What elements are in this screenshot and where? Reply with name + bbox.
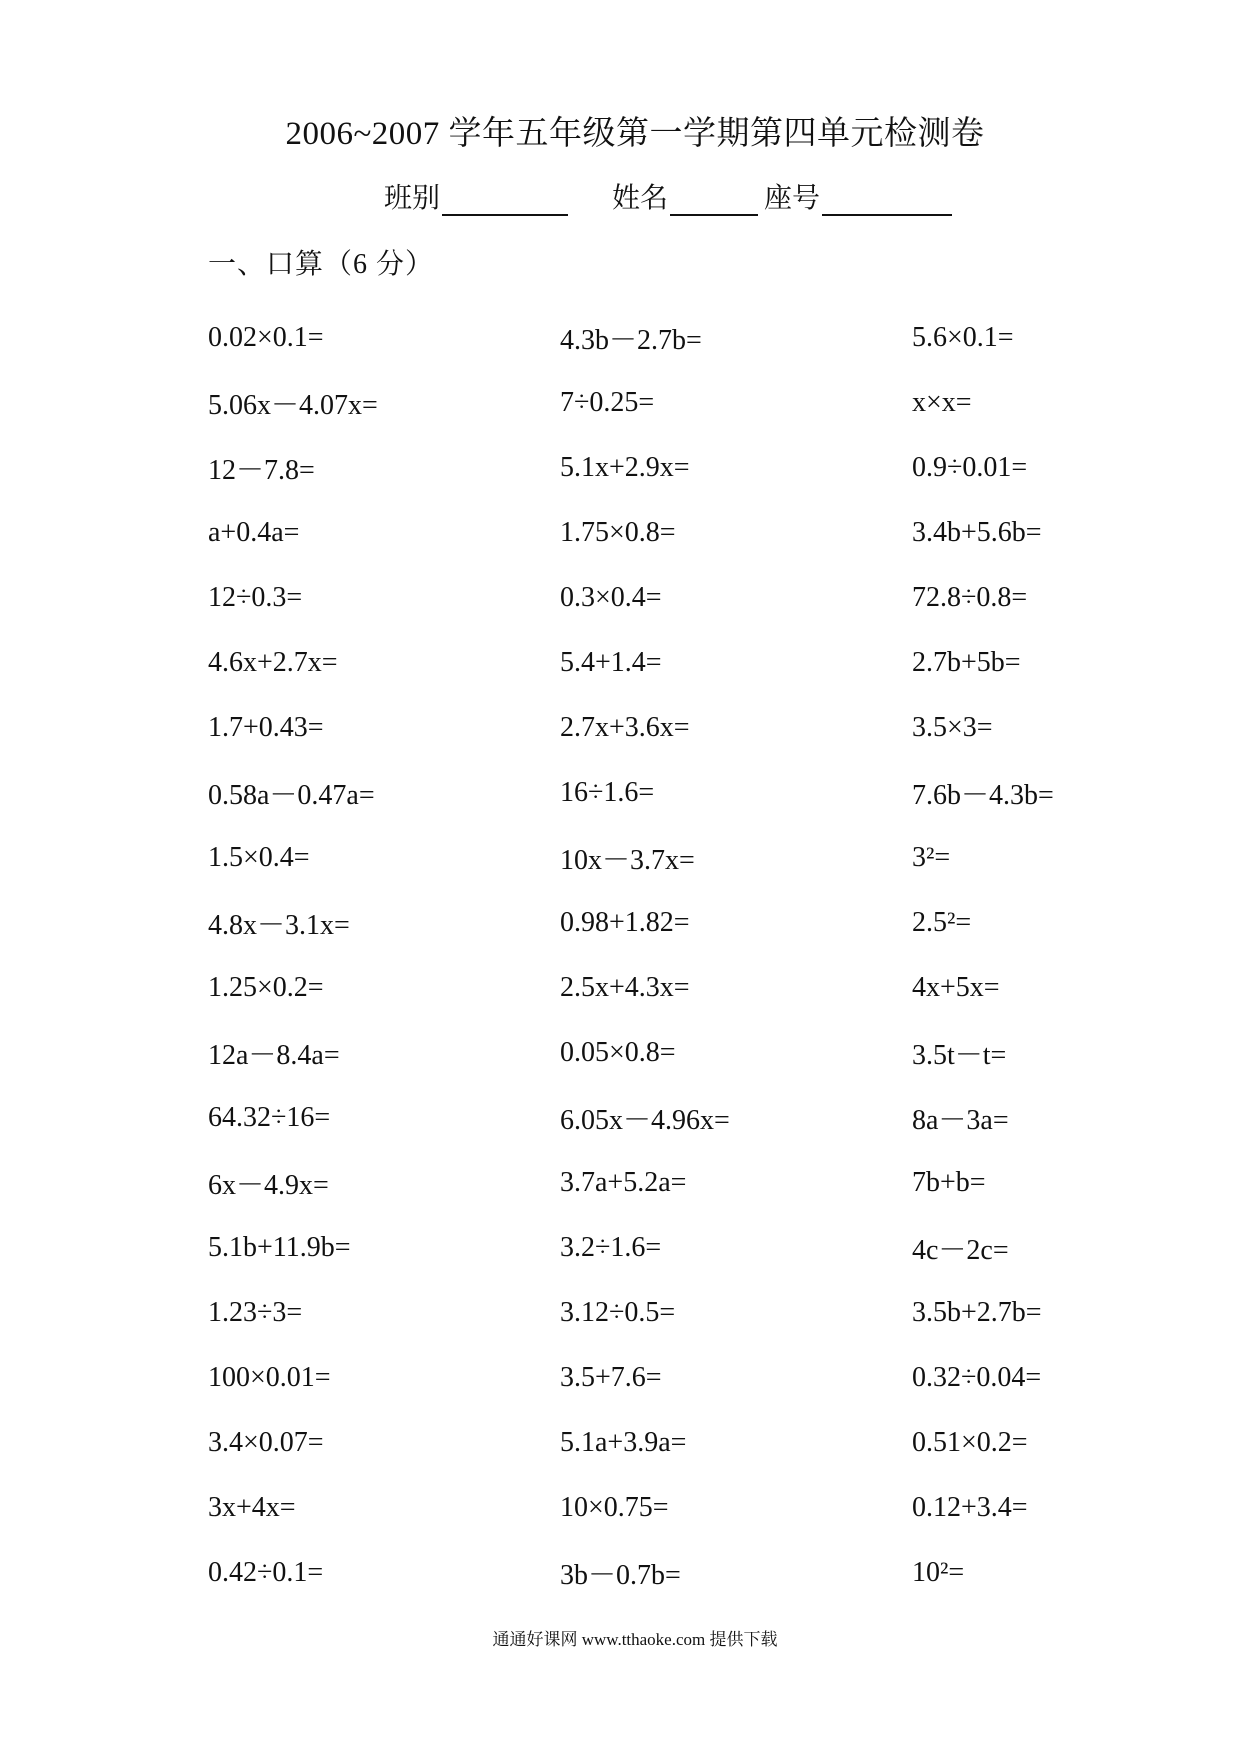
problem-row (208, 825, 1072, 890)
problem-item: 7.6b－4.3b= (912, 779, 1054, 811)
problem-item: 6x－4.9x= (208, 1169, 329, 1201)
problem-item: 4.3b－2.7b= (560, 324, 702, 356)
problem-item: 5.1x+2.9x= (560, 451, 690, 483)
problem-item: 1.5×0.4= (208, 841, 310, 873)
problem-item: 5.6×0.1= (912, 321, 1014, 353)
section-title: 一、口算（6 分） (208, 249, 435, 280)
problem-row (208, 1215, 1072, 1280)
problem-item: 4.8x－3.1x= (208, 909, 350, 941)
problem-item: 1.23÷3= (208, 1296, 303, 1328)
problem-row (208, 695, 1072, 760)
problem-item: x×x= (912, 386, 972, 418)
problem-item: 4c－2c= (912, 1234, 1009, 1266)
seat-label: 座号 (764, 183, 821, 214)
problem-item: 0.32÷0.04= (912, 1361, 1042, 1393)
student-info-line (384, 176, 952, 216)
problem-item: 16÷1.6= (560, 776, 655, 808)
problem-item: 0.42÷0.1= (208, 1556, 324, 1588)
problem-row (208, 1540, 1072, 1605)
problem-item: 3.5b+2.7b= (912, 1296, 1042, 1328)
problem-item: 12÷0.3= (208, 581, 303, 613)
problem-row (208, 1020, 1072, 1085)
problem-item: 3.2÷1.6= (560, 1231, 662, 1263)
problem-item: 10²= (912, 1556, 965, 1588)
problem-row (208, 1410, 1072, 1475)
problem-item: 3b－0.7b= (560, 1559, 681, 1591)
problem-item: 3.4×0.07= (208, 1426, 324, 1458)
problem-row (208, 1345, 1072, 1410)
class-blank[interactable] (442, 186, 568, 216)
problem-item: 72.8÷0.8= (912, 581, 1028, 613)
problem-item: 6.05x－4.96x= (560, 1104, 730, 1136)
problem-item: 0.02×0.1= (208, 321, 324, 353)
problem-item: 2.5x+4.3x= (560, 971, 690, 1003)
problem-item: 5.06x－4.07x= (208, 389, 378, 421)
problem-item: 0.98+1.82= (560, 906, 690, 938)
problem-row (208, 565, 1072, 630)
problem-item: 0.9÷0.01= (912, 451, 1028, 483)
problem-item: 7b+b= (912, 1166, 986, 1198)
problem-item: 2.7x+3.6x= (560, 711, 690, 743)
problem-row (208, 1150, 1072, 1215)
problem-item: 5.1b+11.9b= (208, 1231, 351, 1263)
problem-item: 7÷0.25= (560, 386, 655, 418)
problem-item: 0.3×0.4= (560, 581, 662, 613)
problem-row (208, 305, 1072, 370)
problem-item: 2.7b+5b= (912, 646, 1021, 678)
problem-item: 3.5×3= (912, 711, 993, 743)
problem-row (208, 760, 1072, 825)
problem-item: 0.51×0.2= (912, 1426, 1028, 1458)
problem-item: 100×0.01= (208, 1361, 331, 1393)
problem-item: a+0.4a= (208, 516, 300, 548)
problem-item: 1.7+0.43= (208, 711, 324, 743)
problem-item: 10×0.75= (560, 1491, 669, 1523)
page-title: 2006~2007 学年五年级第一学期第四单元检测卷 (285, 116, 985, 152)
problem-item: 4x+5x= (912, 971, 1000, 1003)
problem-item: 3x+4x= (208, 1491, 296, 1523)
problem-item: 0.12+3.4= (912, 1491, 1028, 1523)
problem-row (208, 1085, 1072, 1150)
problem-item: 4.6x+2.7x= (208, 646, 338, 678)
problem-row (208, 630, 1072, 695)
problem-item: 5.4+1.4= (560, 646, 662, 678)
problem-item: 10x－3.7x= (560, 844, 695, 876)
problem-item: 3.12÷0.5= (560, 1296, 676, 1328)
problem-row (208, 1280, 1072, 1345)
problem-grid (208, 305, 1072, 1605)
seat-blank[interactable] (822, 186, 952, 216)
problem-item: 3.5+7.6= (560, 1361, 662, 1393)
problem-item: 3²= (912, 841, 951, 873)
problem-row (208, 955, 1072, 1020)
problem-item: 0.05×0.8= (560, 1036, 676, 1068)
problem-item: 8a－3a= (912, 1104, 1009, 1136)
problem-item: 5.1a+3.9a= (560, 1426, 687, 1458)
problem-item: 0.58a－0.47a= (208, 779, 375, 811)
problem-row (208, 370, 1072, 435)
problem-item: 3.7a+5.2a= (560, 1166, 687, 1198)
footer-note: 通通好课网 www.tthaoke.com 提供下载 (492, 1630, 778, 1649)
problem-item: 2.5²= (912, 906, 972, 938)
problem-row (208, 1475, 1072, 1540)
name-blank[interactable] (670, 186, 758, 216)
name-label: 姓名 (612, 183, 669, 214)
problem-item: 12－7.8= (208, 454, 315, 486)
problem-item: 12a－8.4a= (208, 1039, 340, 1071)
problem-item: 3.4b+5.6b= (912, 516, 1042, 548)
problem-item: 3.5t－t= (912, 1039, 1007, 1071)
problem-item: 64.32÷16= (208, 1101, 331, 1133)
problem-row (208, 890, 1072, 955)
class-label: 班别 (384, 183, 441, 214)
problem-item: 1.75×0.8= (560, 516, 676, 548)
problem-row (208, 435, 1072, 500)
problem-item: 1.25×0.2= (208, 971, 324, 1003)
problem-row (208, 500, 1072, 565)
